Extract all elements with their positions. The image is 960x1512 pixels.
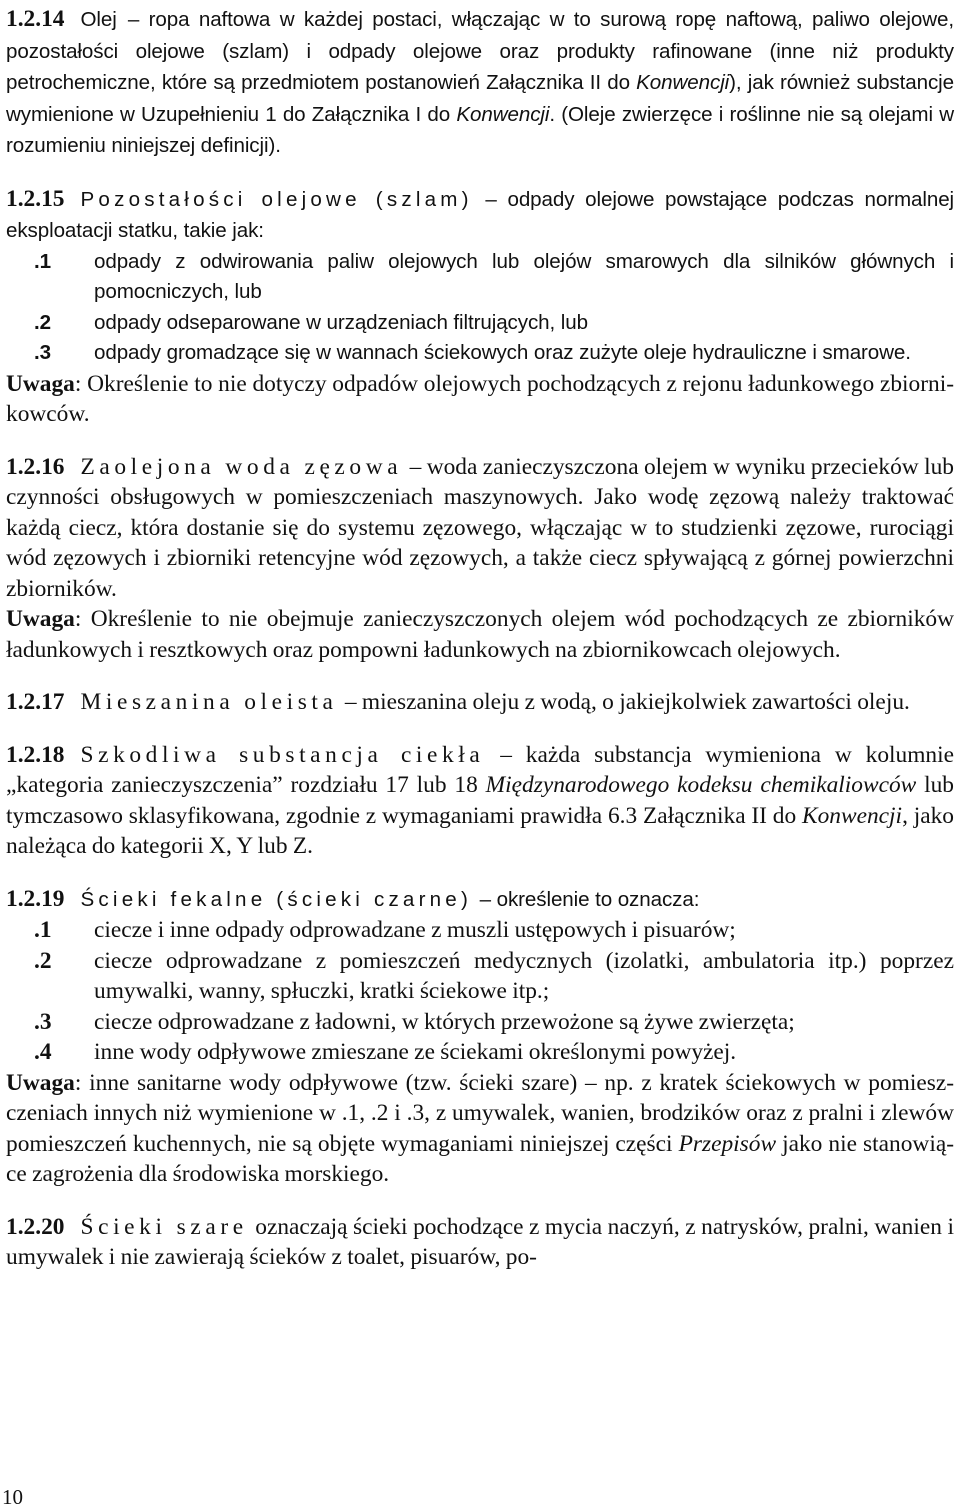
definition-text: – ropa naftowa w każdej postaci, włączając w to surową ropę naftową, paliwo olejowe, pozostałości olejowe (szlam) i odpady olejowe oraz produkty rafinowane (inne niż produkty petrochemiczne, które są przedmiotem postanowień Załącznika II do Konwencji), jak również substancje wymienione w Uzupełnieniu 1 do Załącznika I do Konwencji. (Oleje zwierzęce i roślinne nie są olejami w rozumieniu niniejszej definicji). [6, 8, 954, 157]
item-text: inne wody odpływowe zmieszane ze ściekami określonymi powyżej. [94, 1039, 737, 1065]
list-item [6, 946, 954, 1007]
definition-paragraph [6, 452, 954, 605]
defined-term: Zaolejona woda zęzowa [80, 453, 403, 480]
item-marker: .1 [34, 917, 52, 943]
item-text: ciecze odprowadzane z ładowni, w których przewożone są żywe zwierzęta; [94, 1008, 795, 1035]
sub-item-list [6, 915, 954, 1068]
definition-text: – woda zanieczyszczona olejem w wyniku przecieków lub czynności obsługowych w pomieszczeniach maszynowych. Jako wodę zęzową należy traktować każdą ciecz, która dostanie się do systemu zęzowego, włączając w to studzienki zęzowe, rurociągi wód zęzowych i zbiorniki retencyjne wód zęzowych, a także ciecz spływającą z górnej powierzchni zbiorników. [6, 453, 954, 602]
defined-term: Ścieki fekalne (ścieki czarne) [80, 887, 473, 911]
item-marker: .4 [34, 1039, 52, 1065]
section-number: 1.2.14 [6, 6, 65, 32]
defined-term: Mieszanina oleista [80, 689, 338, 715]
note-label: Uwaga [6, 1069, 75, 1096]
list-item [6, 915, 954, 946]
definition-paragraph [6, 740, 954, 862]
item-marker: .1 [34, 249, 51, 273]
defined-term: Szkodliwa substancja ciekła [80, 741, 485, 768]
note-text: : Określenie to nie dotyczy odpadów olejowych pochodzących z rejonu ładunkowego zbiornikowców. [6, 370, 954, 427]
definition-1-2-18 [6, 740, 954, 862]
section-number: 1.2.20 [6, 1213, 65, 1240]
defined-term: Ścieki szare [80, 1213, 248, 1240]
section-number: 1.2.17 [6, 689, 65, 715]
note [6, 604, 954, 665]
definition-1-2-19 [6, 884, 954, 1190]
item-text: odpady gromadzące się w wannach ściekowych oraz zużyte oleje hydrauliczne i smarowe. [94, 341, 911, 364]
note-text: : Określenie to nie obejmuje zanieczyszczonych olejem wód pochodzących ze zbiorników ładunkowych i resztkowych oraz pompowni ładunkowych na zbiornikowcach olejowych. [6, 606, 954, 663]
section-number: 1.2.16 [6, 453, 65, 480]
item-marker: .3 [34, 1008, 52, 1035]
definition-1-2-14 [6, 4, 954, 162]
definition-1-2-20 [6, 1212, 954, 1273]
list-item [6, 1007, 954, 1038]
definition-paragraph [6, 184, 954, 247]
item-text: odpady odseparowane w urządzeniach filtrujących, lub [94, 310, 588, 334]
definition-text: – określenie to oznacza: [479, 887, 700, 911]
list-item [6, 247, 954, 308]
definition-paragraph [6, 687, 954, 718]
note-label: Uwaga [6, 370, 75, 397]
definition-1-2-17 [6, 687, 954, 718]
item-text: odpady z odwirowania paliw olejowych lub olejów smarowych dla silników głównych i pomocniczych, lub [94, 249, 954, 303]
item-text: ciecze i inne odpady odprowadzane z muszli ustępowych i pisuarów; [94, 917, 736, 943]
definition-text: – odpady olejowe powstające podczas normalnej eksploatacji statku, takie jak: [6, 187, 955, 242]
definition-paragraph [6, 1212, 954, 1273]
list-item [6, 338, 954, 369]
sub-item-list [6, 247, 954, 369]
defined-term: Pozostałości olejowe (szlam) [80, 187, 473, 211]
note [6, 1068, 954, 1190]
definition-text: – każda substancja wymieniona w kolumnie „kategoria zanieczyszczenia” rozdziału 17 lub 18 Międzynarodowego kodeksu chemikaliowców lub tymczasowo sklasyfikowana, zgodnie z wymaganiami prawidła 6.3 Załącznika II do Konwencji, jako należąca do kategorii X, Y lub Z. [6, 741, 955, 859]
item-text: ciecze odprowadzane z pomieszczeń medycznych (izolatki, ambulatoria itp.) poprzez umywalki, wanny, spłuczki, kratki ściekowe itp.; [94, 947, 954, 1004]
note [6, 369, 954, 430]
item-marker: .2 [34, 947, 52, 974]
section-number: 1.2.18 [6, 741, 65, 768]
defined-term: Olej [80, 8, 117, 31]
list-item [6, 308, 954, 339]
definition-1-2-15 [6, 184, 954, 430]
note-label: Uwaga [6, 606, 75, 632]
definition-paragraph [6, 4, 954, 162]
section-number: 1.2.15 [6, 185, 65, 212]
definition-1-2-16 [6, 452, 954, 666]
note-text: : inne sanitarne wody odpływowe (tzw. ścieki szare) – np. z kratek ściekowych w pomieszczeniach innych niż wymienione w .1, .2 i .3, z umywalek, wanien, brodzików oraz z pralni i zlewów pomieszczeń kuchennych, nie są objęte wymaganiami niniejszej części Przepisów jako nie stanowiące zagrożenia dla środowiska morskiego. [6, 1069, 954, 1187]
definition-text: – mieszanina oleju z wodą, o jakiejkolwiek zawartości oleju. [344, 689, 910, 715]
page-number: 10 [2, 1485, 23, 1509]
definition-text: oznaczają ścieki pochodzące z mycia naczyń, z natrysków, pralni, wanien i umywalek i nie zawierają ścieków z toalet, pisuarów, po- [6, 1213, 954, 1270]
list-item [6, 1037, 954, 1068]
item-marker: .3 [34, 341, 51, 364]
item-marker: .2 [34, 310, 51, 334]
section-number: 1.2.19 [6, 885, 65, 912]
definition-paragraph [6, 884, 954, 916]
